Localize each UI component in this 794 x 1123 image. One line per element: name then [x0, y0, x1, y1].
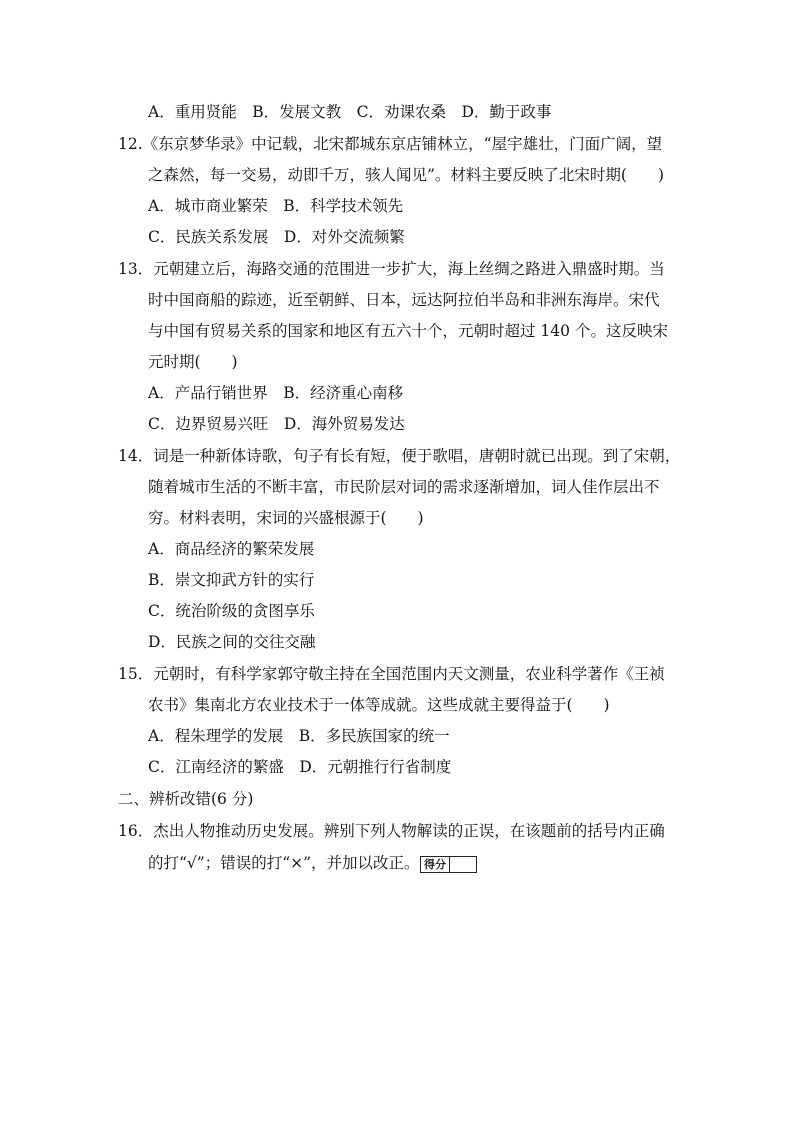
q15-options-ab: A．程朱理学的发展 B．多民族国家的统一 [148, 727, 450, 745]
q15-options-cd: C．江南经济的繁盛 D．元朝推行行省制度 [148, 758, 452, 776]
q13-stem-line2: 时中国商船的踪迹，近至朝鲜、日本，远达阿拉伯半岛和非洲东海岸。宋代 [148, 291, 660, 309]
q15-stem-line2: 农书》集南北方农业技术于一体等成就。这些成就主要得益于( ) [148, 696, 610, 714]
q13-stem-line3: 与中国有贸易关系的国家和地区有五六十个，元朝时超过 140 个。这反映宋 [148, 322, 668, 340]
q14-stem-line2: 随着城市生活的不断丰富，市民阶层对词的需求逐渐增加，词人佳作层出不 [148, 478, 660, 496]
q16-stem-line2: 的打“√”；错误的打“×”，并加以改正。 [148, 854, 420, 872]
q13-stem-line1: 13．元朝建立后，海路交通的范围进一步扩大，海上丝绸之路进入鼎盛时期。当 [118, 260, 665, 278]
q13-options-ab: A．产品行销世界 B．经济重心南移 [148, 384, 404, 402]
score-blank-field[interactable] [450, 857, 476, 872]
q14-option-c: C．统治阶级的贪图享乐 [148, 602, 315, 620]
q13-stem-line4: 元时期( ) [148, 353, 238, 371]
q12-stem-line1: 12.《东京梦华录》中记载，北宋都城东京店铺林立，“屋宇雄壮，门面广阔，望 [118, 135, 663, 153]
q15-stem-line1: 15．元朝时，有科学家郭守敬主持在全国范围内天文测量，农业科学著作《王祯 [118, 665, 665, 683]
q14-option-d: D．民族之间的交往交融 [148, 633, 316, 651]
q14-stem-line1: 14．词是一种新体诗歌，句子有长有短，便于歌唱，唐朝时就已出现。到了宋朝， [118, 447, 681, 465]
q14-option-a: A．商品经济的繁荣发展 [148, 540, 315, 558]
q11-options: A．重用贤能 B．发展文教 C．劝课农桑 D．勤于政事 [148, 103, 552, 121]
q16-stem-line1: 16．杰出人物推动历史发展。辨别下列人物解读的正误，在该题前的括号内正确 [118, 822, 665, 840]
q12-options-cd: C．民族关系发展 D．对外交流频繁 [148, 228, 405, 246]
q14-option-b: B．崇文抑武方针的实行 [148, 571, 315, 589]
section-heading: 二、辨析改错(6 分) [118, 790, 254, 808]
q12-stem-line2: 之森然，每一交易，动即千万，骇人闻见”。材料主要反映了北宋时期( ) [148, 166, 665, 184]
q12-options-ab: A．城市商业繁荣 B．科学技术领先 [148, 197, 404, 215]
q14-stem-line3: 穷。材料表明，宋词的兴盛根源于( ) [148, 509, 424, 527]
score-label: 得分 [421, 857, 450, 872]
score-box [420, 856, 477, 873]
q13-options-cd: C．边界贸易兴旺 D．海外贸易发达 [148, 415, 405, 433]
